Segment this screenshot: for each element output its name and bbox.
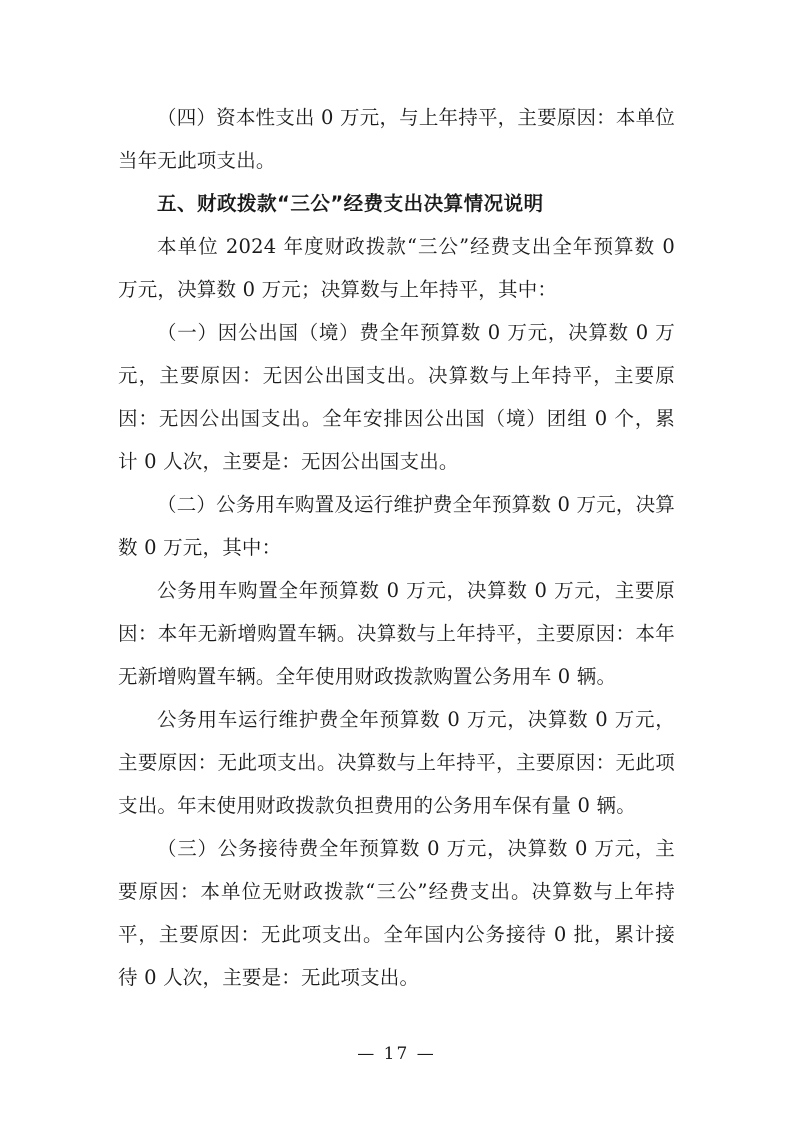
paragraph-three-public-overview: 本单位 2024 年度财政拨款“三公”经费支出全年预算数 0 万元，决算数 0 万元；决算数与上年持平，其中： — [118, 235, 675, 301]
paragraph-vehicle-maintenance: 公务用车运行维护费全年预算数 0 万元，决算数 0 万元，主要原因：无此项支出。决算数与上年持平，主要原因：无此项支出。年末使用财政拨款负担费用的公务用车保有量 0 辆。 — [118, 708, 675, 817]
paragraph-capital-expenditure: （四）资本性支出 0 万元，与上年持平，主要原因：本单位当年无此项支出。 — [118, 106, 675, 172]
paragraph-item-three-hospitality: （三）公务接待费全年预算数 0 万元，决算数 0 万元，主要原因：本单位无财政拨款“三公”经费支出。决算数与上年持平，主要原因：无此项支出。全年国内公务接待 0 批，累计接待 0 人次，主要是：无此项支出。 — [118, 837, 675, 989]
paragraph-item-one-overseas: （一）因公出国（境）费全年预算数 0 万元，决算数 0 万元，主要原因：无因公出国支出。决算数与上年持平，主要原因：无因公出国支出。全年安排因公出国（境）团组 0 个，累计 0 人次，主要是：无因公出国支出。 — [118, 321, 675, 473]
heading-section-five: 五、财政拨款“三公”经费支出决算情况说明 — [157, 192, 544, 215]
page-number: — 17 — — [357, 1044, 436, 1064]
paragraph-item-two-vehicles: （二）公务用车购置及运行维护费全年预算数 0 万元，决算数 0 万元，其中： — [118, 493, 675, 559]
paragraph-vehicle-purchase: 公务用车购置全年预算数 0 万元，决算数 0 万元，主要原因：本年无新增购置车辆。决算数与上年持平，主要原因：本年无新增购置车辆。全年使用财政拨款购置公务用车 0 辆。 — [118, 579, 675, 688]
document-body — [118, 96, 675, 999]
